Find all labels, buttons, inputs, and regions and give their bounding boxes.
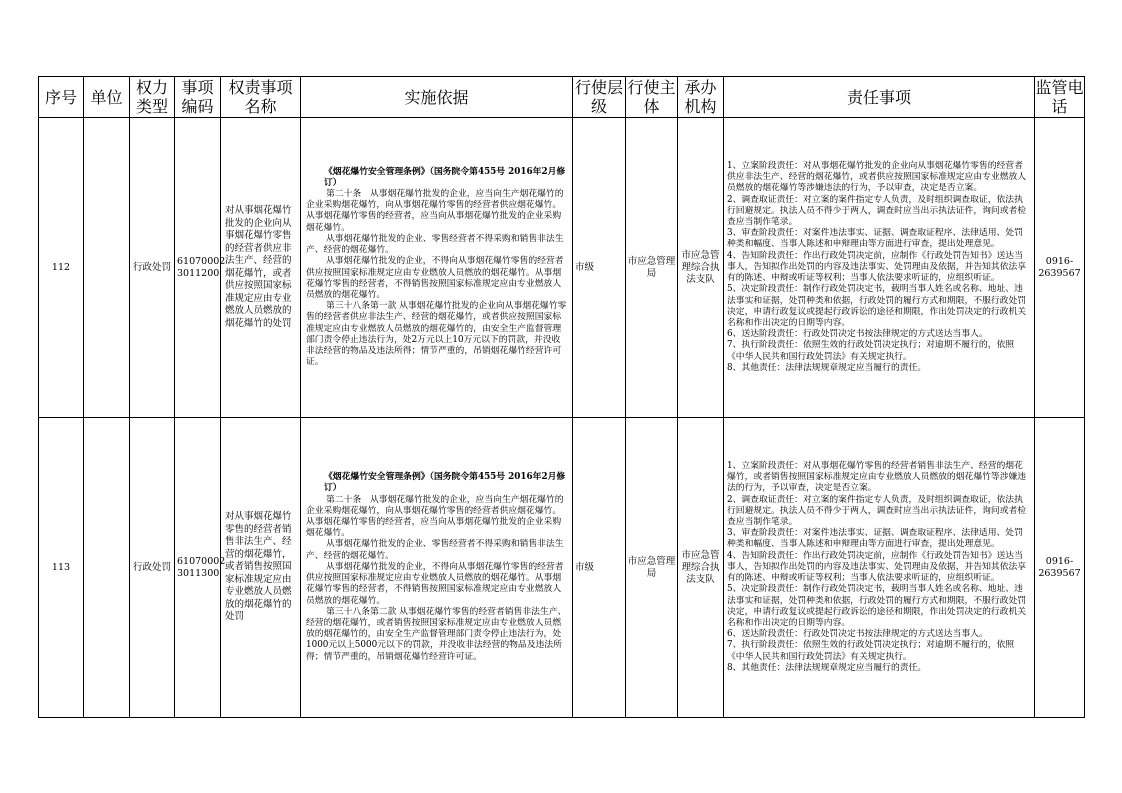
cell-power-name: 对从事烟花爆竹零售的经营者销售非法生产、经营的烟花爆竹，或者销售按照国家标准规定应由专业燃放人员燃放的烟花爆竹的处罚 xyxy=(221,418,301,718)
cell-level: 市级 xyxy=(573,118,626,418)
basis-paragraph: 第二十条 从事烟花爆竹批发的企业，应当向生产烟花爆竹的企业采购烟花爆竹，向从事烟花爆竹零售的经营者供应烟花爆竹。从事烟花爆竹零售的经营者，应当向从事烟花爆竹批发的企业采购烟花爆竹。 xyxy=(306,494,564,539)
cell-item-code: 61070002 3011300 xyxy=(175,418,221,718)
header-power-type: 权力类型 xyxy=(130,77,175,118)
cell-level: 市级 xyxy=(573,418,626,718)
cell-subject: 市应急管理局 xyxy=(626,118,678,418)
responsibility-item: 3、审查阶段责任：对案件违法事实、证据、调查取证程序、法律适用、处罚种类和幅度、当事人陈述和申辩理由等方面进行审查，提出处理意见。 xyxy=(727,528,1023,550)
responsibility-item: 7、执行阶段责任：依照生效的行政处罚决定执行；对逾期不履行的，依照《中华人民共和国行政处罚法》有关规定执行。 xyxy=(727,340,1015,362)
table-row xyxy=(39,118,1085,418)
responsibility-item: 2、调查取证责任：对立案的案件指定专人负责，及时组织调查取证，依法执行回避规定。执法人员不得少于两人，调查时应当出示执法证件，询问或者检查应当制作笔录。 xyxy=(727,494,1027,528)
cell-unit xyxy=(84,418,130,718)
header-item-code: 事项编码 xyxy=(175,77,221,118)
cell-seq: 113 xyxy=(39,418,84,718)
responsibility-item: 5、决定阶段责任：制作行政处罚决定书，载明当事人姓名或名称、地址、违法事实和证据，处罚种类和依据，行政处罚的履行方式和期限，不服行政处罚决定，申请行政复议或提起行政诉讼的途径和期限，作出处罚决定的行政机关名称和作出决定的日期等内容。 xyxy=(727,584,1027,628)
cell-responsibility xyxy=(724,118,1035,418)
table-row xyxy=(39,418,1085,718)
basis-paragraph: 从事烟花爆竹批发的企业、零售经营者不得采购和销售非法生产、经营的烟花爆竹。 xyxy=(306,539,564,561)
cell-basis xyxy=(301,118,573,418)
basis-paragraph: 从事烟花爆竹批发的企业，不得向从事烟花爆竹零售的经营者供应按照国家标准规定应由专业燃放人员燃放的烟花爆竹。从事烟花爆竹零售的经营者，不得销售按照国家标准规定应由专业燃放人员燃放的烟花爆竹。 xyxy=(306,561,564,606)
header-basis: 实施依据 xyxy=(301,77,573,118)
header-phone: 监管电话 xyxy=(1035,78,1084,116)
power-list-table xyxy=(38,76,1085,718)
responsibility-item: 6、送达阶段责任：行政处罚决定书按法律规定的方式送达当事人。 xyxy=(727,329,988,340)
cell-seq: 112 xyxy=(39,118,84,418)
responsibility-item: 4、告知阶段责任：作出行政处罚决定前，应制作《行政处罚告知书》送达当事人，告知拟作出处罚的内容及违法事实、处罚理由及依据，并告知其依法享有的陈述、申辩或听证等权利；当事人依法要求听证的，应组织听证。 xyxy=(727,250,1027,284)
responsibility-item: 4、告知阶段责任：作出行政处罚决定前，应制作《行政处罚告知书》送达当事人，告知拟作出处罚的内容及违法事实、处罚理由及依据，并告知其依法享有的陈述、申辩或听证等权利；当事人依法要求听证的，应组织听证。 xyxy=(727,550,1027,584)
header-subject: 行使主体 xyxy=(627,78,676,116)
responsibility-item: 1、立案阶段责任：对从事烟花爆竹批发的企业向从事烟花爆竹零售的经营者供应非法生产、经营的烟花爆竹，或者供应按照国家标准规定应由专业燃放人员燃放的烟花爆竹等涉嫌违法的行为，予以审查，决定是否立案。 xyxy=(727,161,1027,194)
cell-basis xyxy=(301,418,573,718)
basis-paragraph: 第三十八条第一款 从事烟花爆竹批发的企业向从事烟花爆竹零售的经营者供应非法生产、经营的烟花爆竹，或者供应按照国家标准规定应由专业燃放人员燃放的烟花爆竹的，由安全生产监督管理部门责令停止违法行为，处2万元以上10万元以下的罚款，并没收非法经营的物品及违法所得；情节严重的，吊销烟花爆竹经营许可证。 xyxy=(306,301,567,368)
basis-paragraph: 从事烟花爆竹批发的企业，不得向从事烟花爆竹零售的经营者供应按照国家标准规定应由专业燃放人员燃放的烟花爆竹。从事烟花爆竹零售的经营者，不得销售按照国家标准规定应由专业燃放人员燃放的烟花爆竹。 xyxy=(306,256,564,300)
header-row xyxy=(39,77,1085,118)
basis-paragraph: 第三十八条第二款 从事烟花爆竹零售的经营者销售非法生产、经营的烟花爆竹，或者销售按照国家标准规定应由专业燃放人员燃放的烟花爆竹的，由安全生产监督管理部门责令停止违法行为，处1000元以上5000元以下的罚款，并没收非法经营的物品及违法所得；情节严重的，吊销烟花爆竹经营许可证。 xyxy=(306,606,567,662)
basis-paragraph: 从事烟花爆竹批发的企业、零售经营者不得采购和销售非法生产、经营的烟花爆竹。 xyxy=(306,233,564,256)
cell-power-name: 对从事烟花爆竹批发的企业向从事烟花爆竹零售的经营者供应非法生产、经营的烟花爆竹，或者供应按照国家标准规定应由专业燃放人员燃放的烟花爆竹的处罚 xyxy=(221,118,301,418)
basis-law-title: 《烟花爆竹安全管理条例》（国务院令第455号 2016年2月修订） xyxy=(324,166,566,188)
responsibility-item: 2、调查取证责任：对立案的案件指定专人负责，及时组织调查取证，依法执行回避规定。执法人员不得少于两人，调查时应当出示执法证件，询问或者检查应当制作笔录。 xyxy=(727,194,1027,228)
cell-phone: 0916-2639567 xyxy=(1035,418,1085,718)
header-seq: 序号 xyxy=(39,77,84,118)
responsibility-item: 3、审查阶段责任：对案件违法事实、证据、调查取证程序、法律适用、处罚种类和幅度、当事人陈述和申辩理由等方面进行审查，提出处理意见。 xyxy=(727,228,1023,250)
cell-undertaker: 市应急管理综合执法支队 xyxy=(678,118,724,418)
basis-paragraph: 第二十条 从事烟花爆竹批发的企业，应当向生产烟花爆竹的企业采购烟花爆竹，向从事烟花爆竹零售的经营者供应烟花爆竹。从事烟花爆竹零售的经营者，应当向从事烟花爆竹批发的企业采购烟花爆竹。 xyxy=(306,189,564,233)
cell-subject: 市应急管理局 xyxy=(626,418,678,718)
cell-power-type: 行政处罚 xyxy=(130,118,175,418)
cell-item-code: 61070002 3011200 xyxy=(175,118,221,418)
cell-responsibility xyxy=(724,418,1035,718)
responsibility-item: 5、决定阶段责任：制作行政处罚决定书，载明当事人姓名或名称、地址、违法事实和证据，处罚种类和依据，行政处罚的履行方式和期限，不服行政处罚决定，申请行政复议或提起行政诉讼的途径和期限，作出处罚决定的行政机关名称和作出决定的日期等内容。 xyxy=(727,284,1027,328)
responsibility-item: 6、送达阶段责任：行政处罚决定书按法律规定的方式送达当事人。 xyxy=(727,629,988,640)
responsibility-item: 8、其他责任：法律法规规章规定应当履行的责任。 xyxy=(727,662,927,673)
responsibility-item: 8、其他责任：法律法规规章规定应当履行的责任。 xyxy=(727,362,927,373)
cell-unit xyxy=(84,118,130,418)
responsibility-item: 7、执行阶段责任：依照生效的行政处罚决定执行；对逾期不履行的，依照《中华人民共和国行政处罚法》有关规定执行。 xyxy=(727,640,1015,662)
cell-power-type: 行政处罚 xyxy=(130,418,175,718)
responsibility-item: 1、立案阶段责任：对从事烟花爆竹零售的经营者销售非法生产、经营的烟花爆竹，或者销售按照国家标准规定应由专业燃放人员燃放的烟花爆竹等涉嫌违法的行为，予以审查，决定是否立案。 xyxy=(727,461,1027,494)
header-power-name: 权责事项名称 xyxy=(221,77,301,118)
header-responsibility: 责任事项 xyxy=(724,77,1035,118)
basis-law-title: 《烟花爆竹安全管理条例》（国务院令第455号 2016年2月修订） xyxy=(324,472,566,494)
header-undertaker: 承办机构 xyxy=(678,77,724,118)
cell-phone: 0916-2639567 xyxy=(1035,118,1085,418)
cell-undertaker: 市应急管理综合执法支队 xyxy=(678,418,724,718)
header-level: 行使层级 xyxy=(573,77,626,118)
header-unit: 单位 xyxy=(84,77,130,118)
